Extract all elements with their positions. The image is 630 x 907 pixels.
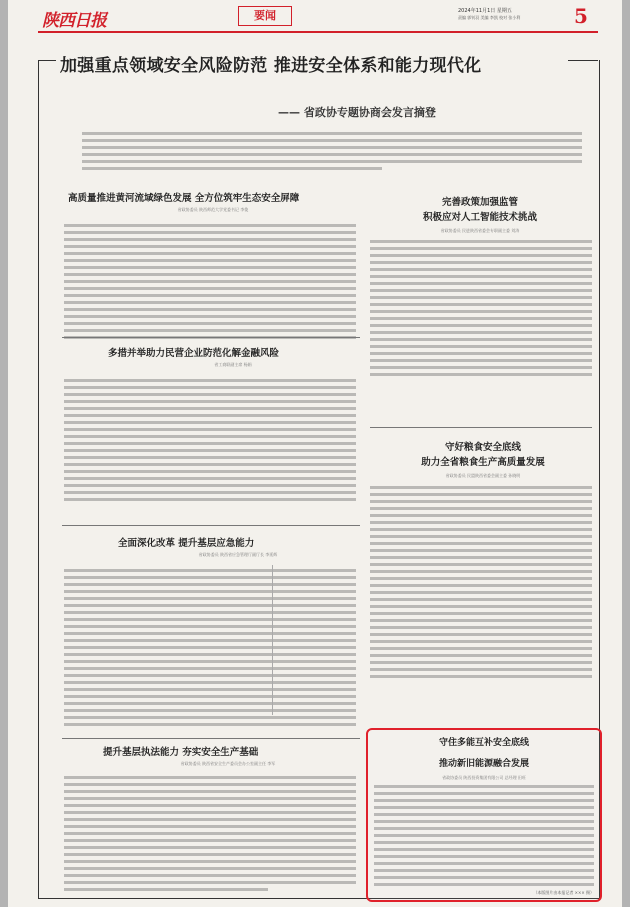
article-title-line2: 推动新旧能源融合发展 <box>438 759 529 769</box>
article-byline: 省政协委员 民盟陕西省委会副主委 孙晓明 <box>445 473 521 478</box>
article-byline: 省工商联副主席 杨娟 <box>214 362 252 367</box>
article-byline: 省政协委员 陕西省安全生产委员会办公室副主任 李军 <box>180 761 276 766</box>
article-title: 全面深化改革 提升基层应急能力 <box>118 538 255 549</box>
article-title: 高质量推进黄河流域绿色发展 全方位筑牢生态安全屏障 <box>68 193 300 204</box>
article-emergency <box>118 535 358 558</box>
section-label: 要闻 <box>238 6 292 26</box>
article-safety <box>103 744 353 767</box>
issue-date: 2024年11月1日 星期五 <box>458 8 512 14</box>
photo-credit: （本版图片由本报记者 ××× 摄） <box>533 890 594 895</box>
masthead-rule <box>38 31 598 33</box>
masthead <box>8 0 622 36</box>
editor-credits: 责编 郭钊羽 美编 李凯 校对 张小利 <box>458 15 521 20</box>
article-body <box>370 236 592 380</box>
article-ecology <box>68 190 358 213</box>
article-body <box>370 482 592 682</box>
article-title: 完善政策加强监管 <box>441 197 518 208</box>
article-byline: 省政协委员 民进陕西省委会专职副主委 刘涛 <box>440 228 520 233</box>
page-subheadline: —— 省政协专题协商会发言摘登 <box>278 106 436 119</box>
article-title: 提升基层执法能力 夯实安全生产基础 <box>103 747 259 758</box>
article-byline: 省政协委员 陕西投资集团有限公司 总经理 田旺 <box>442 775 526 780</box>
article-title: 多措并举助力民营企业防范化解金融风险 <box>108 348 280 359</box>
article-grain <box>388 440 578 479</box>
article-title-line2: 积极应对人工智能技术挑战 <box>422 212 537 223</box>
article-title: 守好粮食安全底线 <box>444 442 521 453</box>
article-title: 守住多能互补安全底线 <box>438 738 529 748</box>
intro-paragraph <box>82 128 582 174</box>
article-byline: 省政协委员 陕西师范大学党委书记 李俊 <box>177 207 249 212</box>
article-title-line2: 助力全省粮食生产高质量发展 <box>421 457 545 468</box>
newspaper-page <box>8 0 622 907</box>
article-byline: 省政协委员 陕西省应急管理厅副厅长 李延辉 <box>198 552 278 557</box>
newspaper-logo: 陕西日报 <box>42 11 106 31</box>
article-body <box>64 220 356 343</box>
article-body <box>64 375 356 505</box>
article-body <box>64 565 356 730</box>
page-headline: 加强重点领域安全风险防范 推进安全体系和能力现代化 <box>60 56 482 76</box>
page-number: 5 <box>574 4 588 28</box>
article-ai <box>380 195 580 234</box>
highlighted-article-energy <box>366 728 602 902</box>
article-finance <box>108 345 358 368</box>
article-body <box>64 772 356 895</box>
